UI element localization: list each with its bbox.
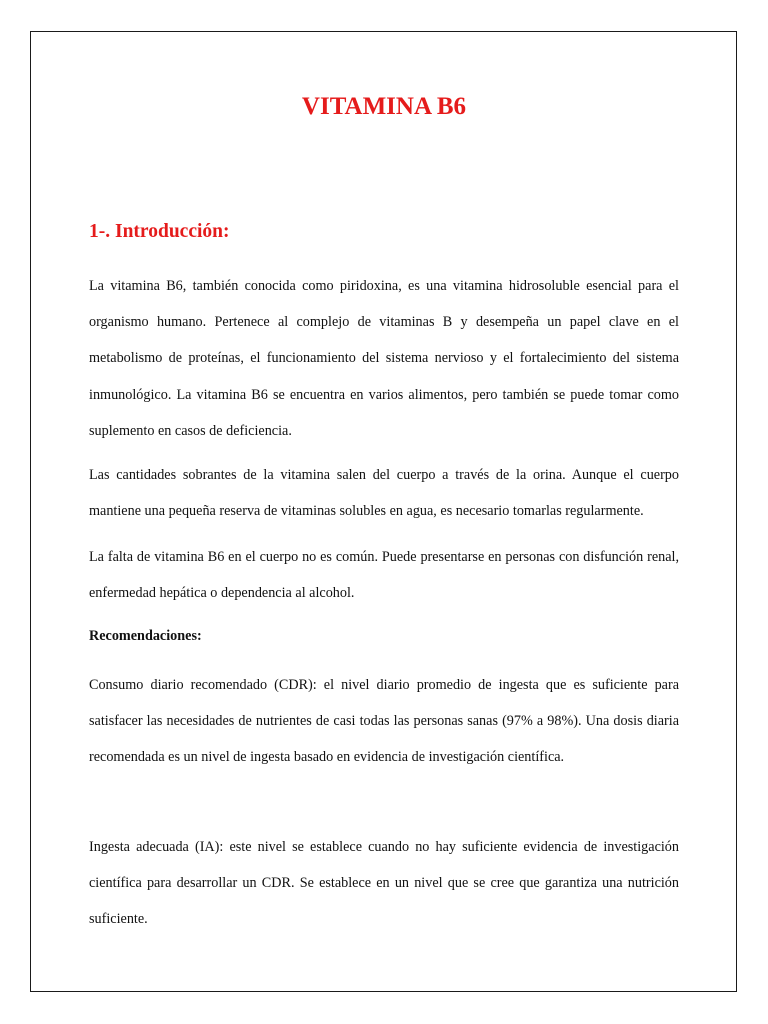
document-title: VITAMINA B6 [301, 93, 467, 120]
paragraph-ia: Ingesta adecuada (IA): este nivel se establece cuando no hay suficiente evidencia de investigación científica para desarrollar un CDR. Se establece en un nivel que se cree que garantiza una nutrición suficiente. [89, 839, 679, 928]
recommendations-heading: Recomendaciones: [89, 628, 202, 644]
paragraph-cdr: Consumo diario recomendado (CDR): el nivel diario promedio de ingesta que es suficiente para satisfacer las necesidades de nutrientes de casi todas las personas sanas (97% a 98%). Una dosis diaria recomendada es un nivel de ingesta basado en evidencia de investigación científica. [89, 677, 679, 766]
section-heading-introduccion: 1-. Introducción: [89, 221, 230, 242]
paragraph-excess: Las cantidades sobrantes de la vitamina salen del cuerpo a través de la orina. Aunque el cuerpo mantiene una pequeña reserva de vitaminas solubles en agua, es necesario tomarlas regularmente. [89, 467, 679, 520]
paragraph-intro: La vitamina B6, también conocida como piridoxina, es una vitamina hidrosoluble esencial para el organismo humano. Pertenece al complejo de vitaminas B y desempeña un papel clave en el metabolismo de proteínas, el funcionamiento del sistema nervioso y el fortalecimiento del sistema inmunológico. La vitamina B6 se encuentra en varios alimentos, pero también se puede tomar como suplemento en casos de deficiencia. [89, 278, 679, 439]
paragraph-deficiency: La falta de vitamina B6 en el cuerpo no es común. Puede presentarse en personas con disfunción renal, enfermedad hepática o dependencia al alcohol. [89, 549, 679, 602]
